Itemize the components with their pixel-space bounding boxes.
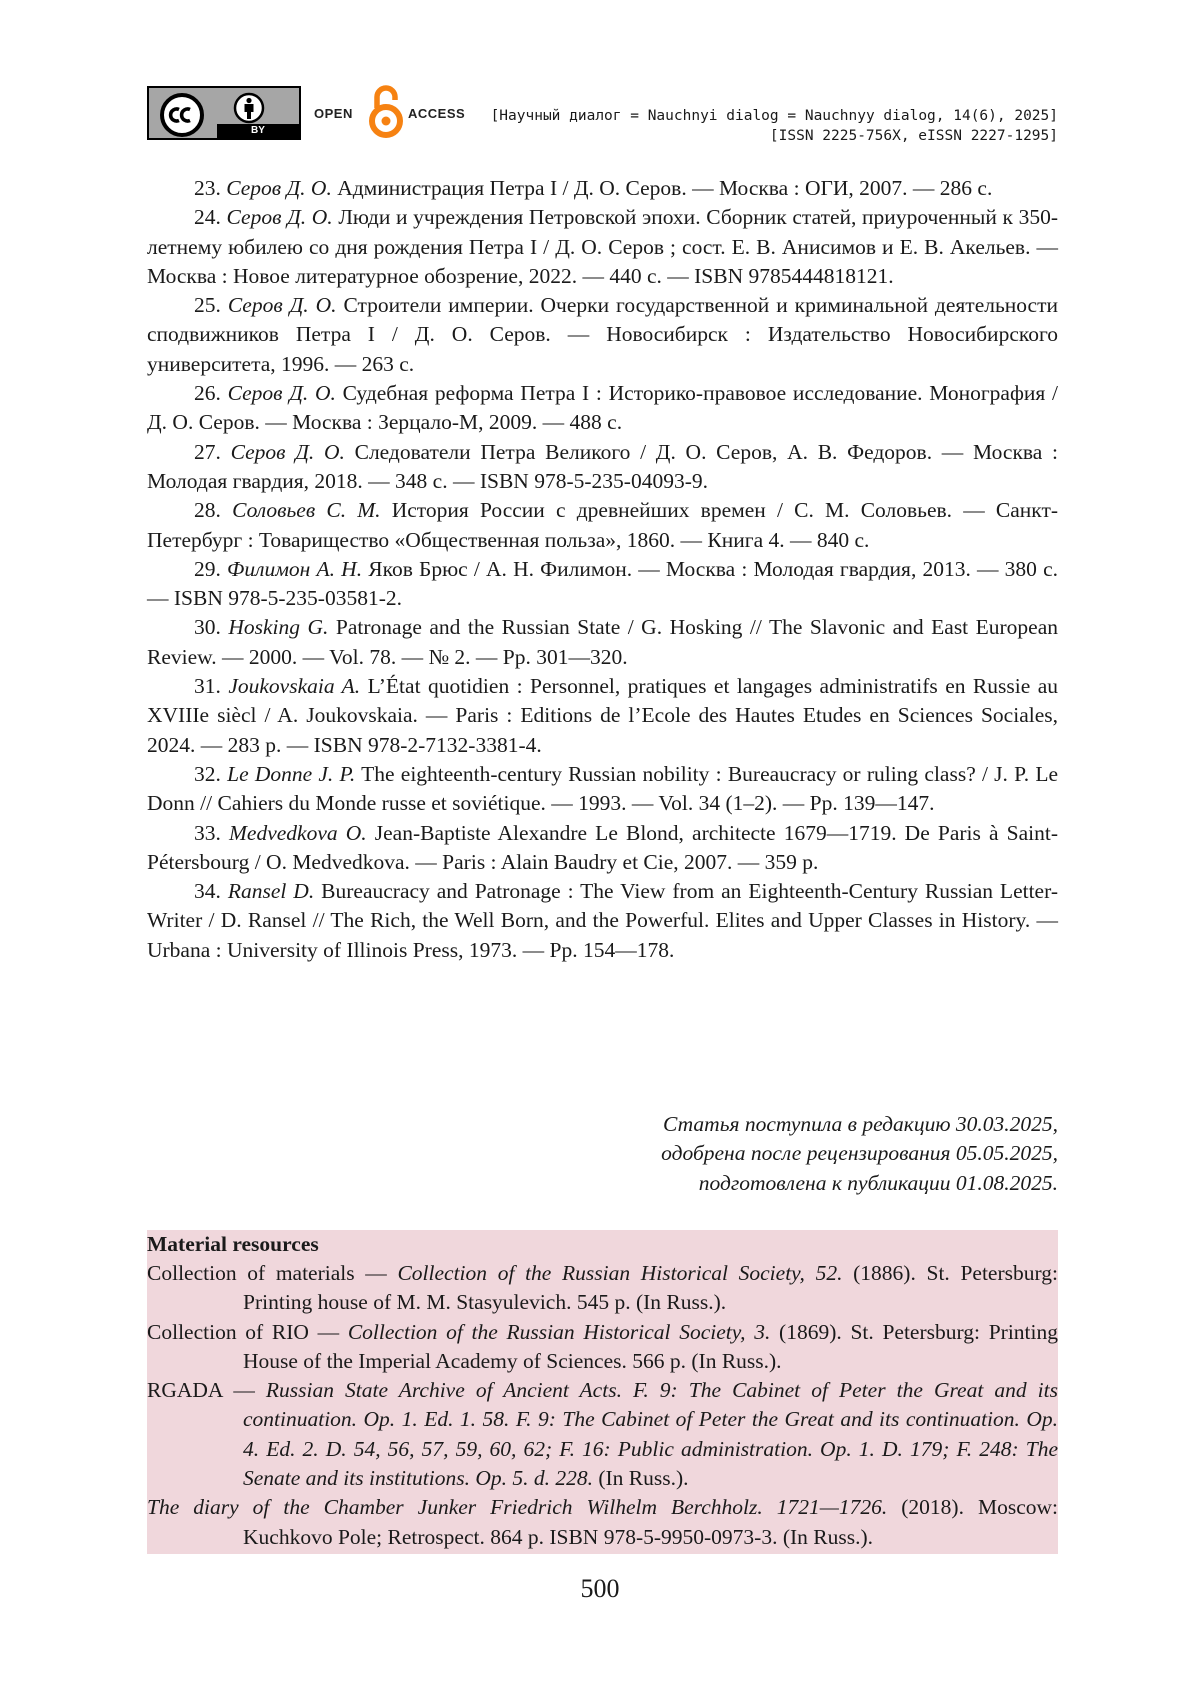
reference-number: 27. bbox=[194, 439, 221, 464]
journal-info bbox=[491, 106, 1058, 146]
reference-item bbox=[147, 174, 1058, 203]
resource-lead: Collection of materials — bbox=[147, 1261, 398, 1285]
reference-author: Серов Д. О. bbox=[226, 205, 333, 230]
reference-text: The eighteenth-century Russian nobility : Bureaucracy or ruling class? / J. P. Le Donn // Cahiers du Monde russe et soviétique. — 1993. — Vol. 34 (1–2). — Pp. 139—147. bbox=[147, 761, 1058, 816]
reference-item bbox=[147, 291, 1058, 379]
reference-text: Строители империи. Очерки государственной и криминальной деятельности сподвижников Петра I / Д. О. Серов. — Новосибирск : Издательство Новосибирского университета, 1996. — 263 с. bbox=[147, 293, 1059, 376]
reference-author: Серов Д. О. bbox=[227, 293, 337, 318]
attribution-person-icon bbox=[229, 92, 269, 124]
cc-by-license-badge[interactable] bbox=[147, 86, 301, 140]
reference-text: Следователи Петра Великого / Д. О. Серов, А. В. Федоров. — Москва : Молодая гвардия, 2018. — 348 с. — ISBN 978-5-235-04093-9. bbox=[147, 439, 1058, 493]
reference-author: Соловьев С. М. bbox=[232, 498, 381, 523]
reference-author: Joukovskaia A. bbox=[228, 674, 361, 699]
approved-date-line: одобрена после рецензирования 05.05.2025, bbox=[661, 1141, 1058, 1166]
reference-number: 34. bbox=[194, 879, 221, 904]
reference-text: L’État quotidien : Personnel, pratiques et langages administratifs en Russie au XVIIIe siècl / A. Joukovskaia. — Paris : Editions de l’Ecole des Hautes Etudes en Sciences Sociales, 2024. — 283 p. — ISBN 978-2-7132-3381-4. bbox=[147, 674, 1059, 757]
reference-number: 32. bbox=[194, 761, 221, 786]
open-access-right-text: ACCESS bbox=[408, 106, 466, 121]
resource-title: Collection of the Russian Historical Society, 52. bbox=[397, 1261, 843, 1285]
open-access-left-text: OPEN bbox=[314, 106, 353, 121]
reference-text: История России с древнейших времен / С. М. Соловьев. — Санкт-Петербург : Товарищество «Общественная польза», 1860. — Книга 4. — 840 с. bbox=[147, 498, 1059, 552]
resource-item bbox=[147, 1259, 1058, 1318]
reference-text: Судебная реформа Петра I : Историко-правовое исследование. Монография / Д. О. Серов. — Москва : Зерцало-М, 2009. — 488 с. bbox=[147, 381, 1058, 435]
reference-item bbox=[147, 379, 1058, 438]
reference-item bbox=[147, 760, 1058, 819]
reference-item bbox=[147, 613, 1058, 672]
reference-item bbox=[147, 672, 1058, 760]
reference-item bbox=[147, 496, 1058, 555]
page-header bbox=[147, 84, 1058, 144]
reference-number: 33. bbox=[194, 820, 221, 845]
resource-details: (1869). St. Petersburg: Printing House of the Imperial Academy of Sciences. 566 p. (In Russ.). bbox=[243, 1319, 1058, 1373]
creative-commons-icon bbox=[159, 92, 205, 138]
material-resources-section bbox=[147, 1230, 1058, 1554]
reference-number: 28. bbox=[194, 498, 221, 523]
reference-author: Ransel D. bbox=[227, 879, 315, 904]
reference-text: Patronage and the Russian State / G. Hosking // The Slavonic and East European Review. — 2000. — Vol. 78. — № 2. — Pp. 301—320. bbox=[147, 615, 1059, 669]
reference-author: Серов Д. О. bbox=[226, 176, 332, 200]
resource-item bbox=[147, 1318, 1058, 1377]
page-number: 500 bbox=[580, 1574, 620, 1603]
resource-title: Russian State Archive of Ancient Acts. F. 9: The Cabinet of Peter the Great and its continuation. Op. 1. Ed. 1. 58. F. 9: The Cabinet of Peter the Great and its continuation. Op. 4. Ed. 2. D. 54, 56, 57, 59, 60, 62; F. 16: Public administration. Op. 1. D. 179; F. 248: The Senate and its institutions. Op. 5. d. 228. bbox=[243, 1378, 1058, 1491]
resource-details: (2018). Moscow: Kuchkovo Pole; Retrospect. 864 p. ISBN 978-5-9950-0973-3. (In Russ.). bbox=[243, 1495, 1058, 1549]
reference-text: Яков Брюс / А. Н. Филимон. — Москва : Молодая гвардия, 2013. — 380 с. — ISBN 978-5-235-03581-2. bbox=[147, 556, 1059, 611]
reference-number: 26. bbox=[194, 381, 221, 406]
reference-author: Серов Д. О. bbox=[227, 381, 336, 406]
reference-number: 25. bbox=[194, 293, 221, 318]
reference-number: 30. bbox=[194, 615, 221, 640]
reference-author: Серов Д. О. bbox=[230, 439, 345, 464]
reference-number: 24. bbox=[194, 205, 221, 230]
reference-item bbox=[147, 203, 1058, 291]
reference-number: 31. bbox=[194, 674, 221, 699]
resource-details: (In Russ.). bbox=[592, 1466, 689, 1491]
journal-issn: [ISSN 2225-756X, eISSN 2227-1295] bbox=[769, 128, 1058, 144]
reference-number: 29. bbox=[194, 556, 221, 581]
prepared-date-line: подготовлена к публикации 01.08.2025. bbox=[698, 1170, 1058, 1195]
received-date-line: Статья поступила в редакцию 30.03.2025, bbox=[662, 1112, 1058, 1136]
reference-number: 23. bbox=[194, 176, 221, 200]
resource-lead: RGADA — bbox=[147, 1378, 266, 1403]
references-list bbox=[147, 174, 1058, 965]
resource-title: The diary of the Chamber Junker Friedrich Wilhelm Berchholz. 1721—1726. bbox=[147, 1495, 888, 1520]
resource-item bbox=[147, 1376, 1058, 1493]
license-by-label: BY bbox=[217, 124, 299, 138]
journal-citation: [Научный диалог = Nauchnyi dialog = Nauchnyy dialog, 14(6), 2025] bbox=[490, 108, 1058, 124]
resource-lead: Collection of RIO — bbox=[147, 1319, 348, 1344]
reference-text: Jean-Baptiste Alexandre Le Blond, architecte 1679—1719. De Paris à Saint-Pétersbourg / O. Medvedkova. — Paris : Alain Baudry et Cie, 2007. — 359 p. bbox=[147, 820, 1059, 874]
reference-text: Bureaucracy and Patronage : The View from an Eighteenth-Century Russian Letter-Writer / D. Ransel // The Rich, the Well Born, and the Powerful. Elites and Upper Classes in History. — Urbana : University of Illinois Press, 1973. — Pp. 154—178. bbox=[147, 879, 1058, 962]
reference-item bbox=[147, 877, 1058, 965]
reference-item bbox=[147, 819, 1058, 878]
resource-item bbox=[147, 1493, 1058, 1552]
open-access-lock-icon bbox=[366, 84, 406, 140]
open-access-logo[interactable] bbox=[314, 84, 464, 140]
article-received-dates bbox=[661, 1110, 1058, 1198]
reference-text: Люди и учреждения Петровской эпохи. Сборник статей, приуроченный к 350-летнему юбилею со дня рождения Петра I / Д. О. Серов ; сост. Е. В. Анисимов и Е. В. Акельев. — Москва : Новое литературное обозрение, 2022. — 440 с. — ISBN 9785444818121. bbox=[147, 205, 1059, 288]
reference-author: Филимон А. Н. bbox=[227, 556, 363, 581]
resource-details: (1886). St. Petersburg: Printing house of M. M. Stasyulevich. 545 p. (In Russ.). bbox=[243, 1261, 1058, 1315]
resource-title: Collection of the Russian Historical Society, 3. bbox=[347, 1319, 771, 1344]
reference-item bbox=[147, 555, 1058, 614]
reference-author: Medvedkova O. bbox=[229, 820, 367, 845]
reference-author: Le Donne J. P. bbox=[227, 761, 356, 786]
material-resources-title: Material resources bbox=[147, 1232, 319, 1256]
reference-author: Hosking G. bbox=[228, 615, 329, 640]
reference-item bbox=[147, 438, 1058, 497]
reference-text: Администрация Петра I / Д. О. Серов. — Москва : ОГИ, 2007. — 286 с. bbox=[331, 176, 993, 200]
